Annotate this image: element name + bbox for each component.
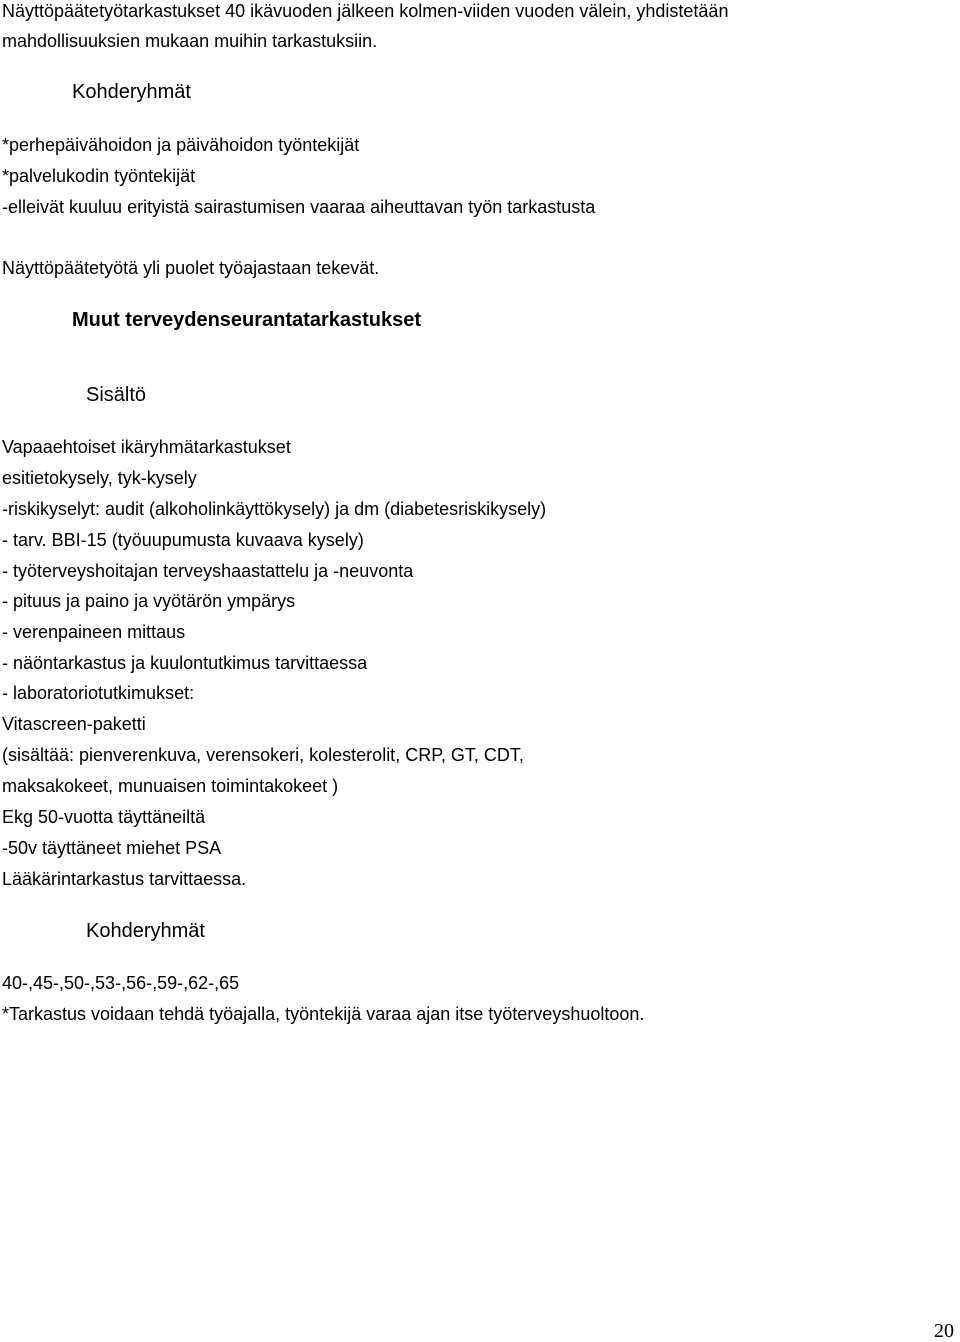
- target-group-item: -elleivät kuuluu erityistä sairastumisen vaaraa aiheuttavan työn tarkastusta: [2, 197, 596, 217]
- target-group-item: *palvelukodin työntekijät: [2, 166, 196, 186]
- content-line: Lääkärintarkastus tarvittaessa.: [2, 869, 247, 889]
- content-heading: Sisältö: [86, 384, 147, 406]
- content-line: -riskikyselyt: audit (alkoholinkäyttökysely) ja dm (diabetesriskikysely): [2, 499, 547, 519]
- content-line: Ekg 50-vuotta täyttäneiltä: [2, 807, 206, 827]
- target-groups-heading-2: Kohderyhmät: [86, 920, 205, 942]
- target-groups-heading: Kohderyhmät: [72, 81, 191, 103]
- intro-line-1: Näyttöpäätetyötarkastukset 40 ikävuoden jälkeen kolmen-viiden vuoden välein, yhdistetään: [2, 1, 729, 21]
- screen-work-note: Näyttöpäätetyötä yli puolet työajastaan tekevät.: [2, 258, 380, 278]
- content-line: - laboratoriotutkimukset:: [2, 683, 195, 703]
- content-line: Vitascreen-paketti: [2, 714, 146, 734]
- page-number: 20: [934, 1320, 954, 1342]
- content-line: maksakokeet, munuaisen toimintakokeet ): [2, 776, 339, 796]
- content-line: Vapaaehtoiset ikäryhmätarkastukset: [2, 437, 291, 457]
- content-line: - pituus ja paino ja vyötärön ympärys: [2, 591, 296, 611]
- content-line: - verenpaineen mittaus: [2, 622, 186, 642]
- content-line: -50v täyttäneet miehet PSA: [2, 838, 222, 858]
- age-groups: 40-,45-,50-,53-,56-,59-,62-,65: [2, 973, 240, 993]
- section-title: Muut terveydenseurantatarkastukset: [72, 309, 422, 331]
- target-group-item: *perhepäivähoidon ja päivähoidon työntekijät: [2, 135, 360, 155]
- content-line: - tarv. BBI-15 (työuupumusta kuvaava kysely): [2, 530, 364, 550]
- content-line: - työterveyshoitajan terveyshaastattelu ja -neuvonta: [2, 561, 414, 581]
- footnote: *Tarkastus voidaan tehdä työajalla, työntekijä varaa ajan itse työterveyshuoltoon.: [2, 1004, 645, 1024]
- content-line: esitietokysely, tyk-kysely: [2, 468, 197, 488]
- content-line: (sisältää: pienverenkuva, verensokeri, kolesterolit, CRP, GT, CDT,: [2, 745, 524, 765]
- content-line: - näöntarkastus ja kuulontutkimus tarvittaessa: [2, 653, 368, 673]
- intro-line-2: mahdollisuuksien mukaan muihin tarkastuksiin.: [2, 31, 378, 51]
